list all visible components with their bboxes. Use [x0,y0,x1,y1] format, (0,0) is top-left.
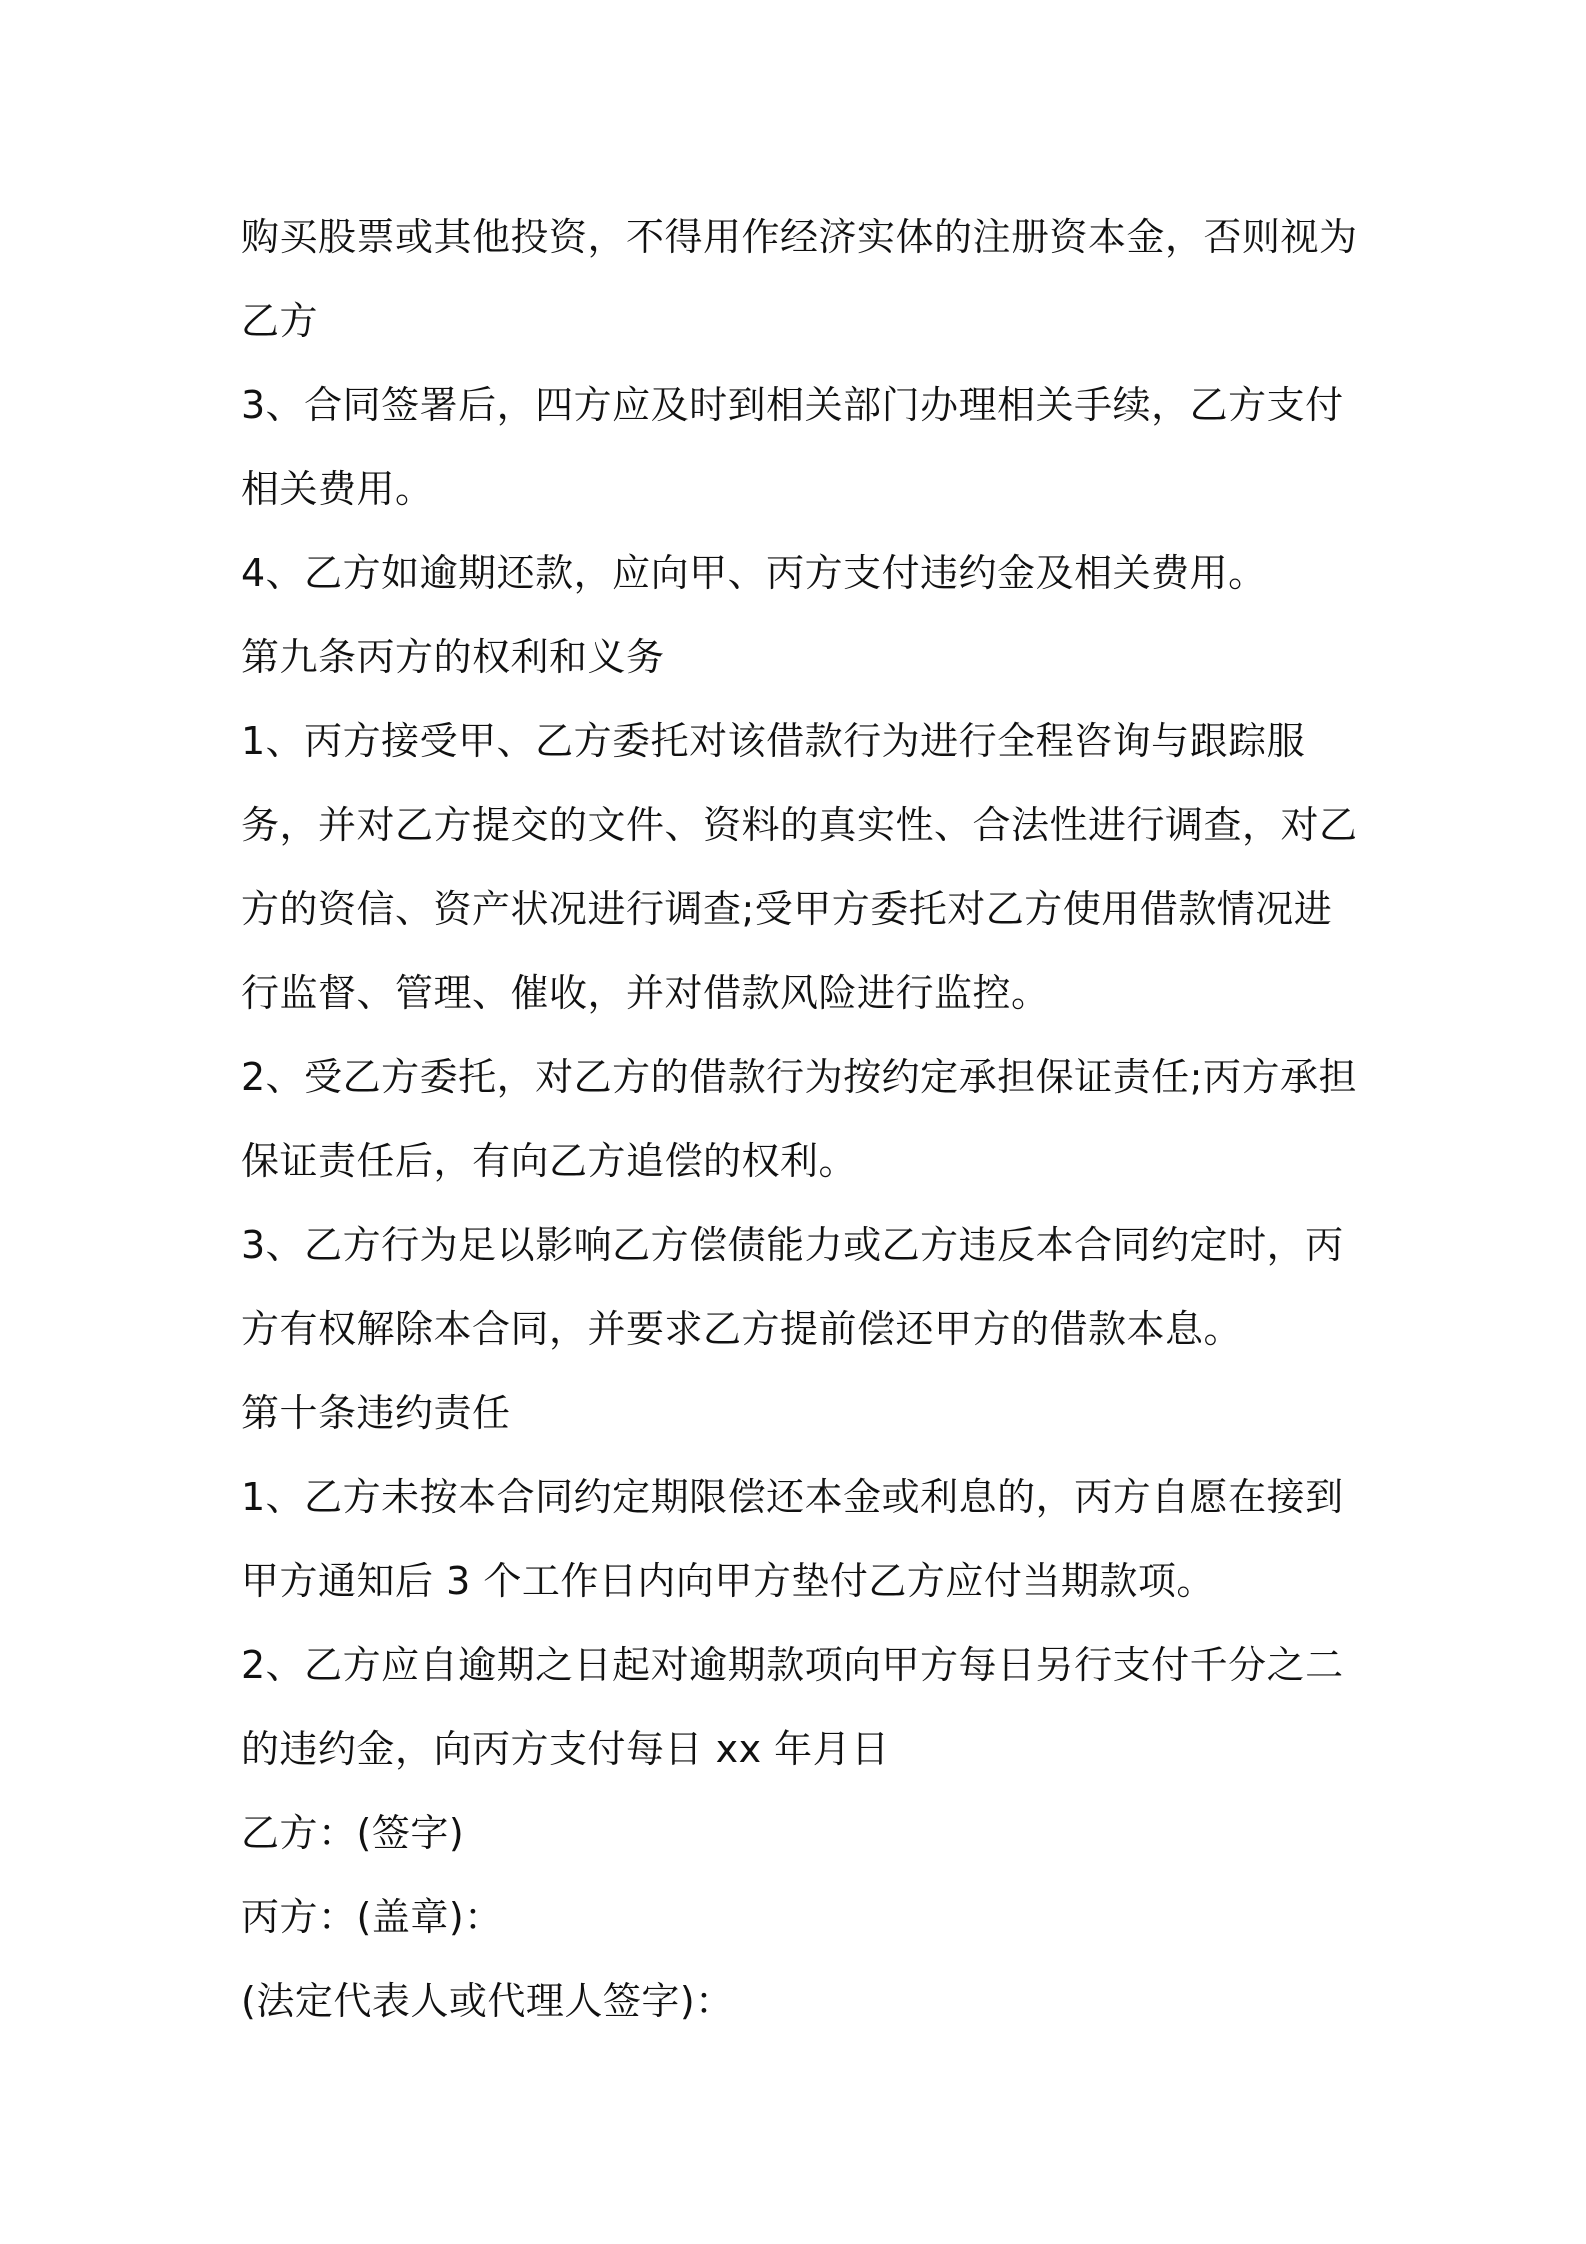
signature-party-b: 乙方：(签字) [241,1811,465,1855]
signature-legal-representative: (法定代表人或代理人签字)： [241,1979,734,2023]
paragraph-clause-4-overdue: 4、乙方如逾期还款，应向甲、丙方支付违约金及相关费用。 [241,551,1267,595]
paragraph-investment-restriction: 购买股票或其他投资，不得用作经济实体的注册资本金，否则视为乙方 [241,215,1358,343]
article-10-heading: 第十条违约责任 [241,1391,511,1435]
document-body [241,195,1361,2043]
signature-party-c: 丙方：(盖章)： [241,1895,503,1939]
paragraph-article-9-item-2: 2、受乙方委托，对乙方的借款行为按约定承担保证责任;丙方承担保证责任后，有向乙方追偿的权利。 [241,1055,1357,1183]
paragraph-article-10-item-2: 2、乙方应自逾期之日起对逾期款项向甲方每日另行支付千分之二的违约金，向丙方支付每日 xx 年月日 [241,1643,1344,1771]
article-9-heading: 第九条丙方的权利和义务 [241,635,665,679]
paragraph-article-9-item-1: 1、丙方接受甲、乙方委托对该借款行为进行全程咨询与跟踪服务，并对乙方提交的文件、资料的真实性、合法性进行调查，对乙方的资信、资产状况进行调查;受甲方委托对乙方使用借款情况进行监督、管理、催收，并对借款风险进行监控。 [241,719,1358,1015]
paragraph-clause-3-procedures: 3、合同签署后，四方应及时到相关部门办理相关手续，乙方支付相关费用。 [241,383,1344,511]
paragraph-article-10-item-1: 1、乙方未按本合同约定期限偿还本金或利息的，丙方自愿在接到甲方通知后 3 个工作日内向甲方垫付乙方应付当期款项。 [241,1475,1344,1603]
paragraph-article-9-item-3: 3、乙方行为足以影响乙方偿债能力或乙方违反本合同约定时，丙方有权解除本合同，并要求乙方提前偿还甲方的借款本息。 [241,1223,1344,1351]
